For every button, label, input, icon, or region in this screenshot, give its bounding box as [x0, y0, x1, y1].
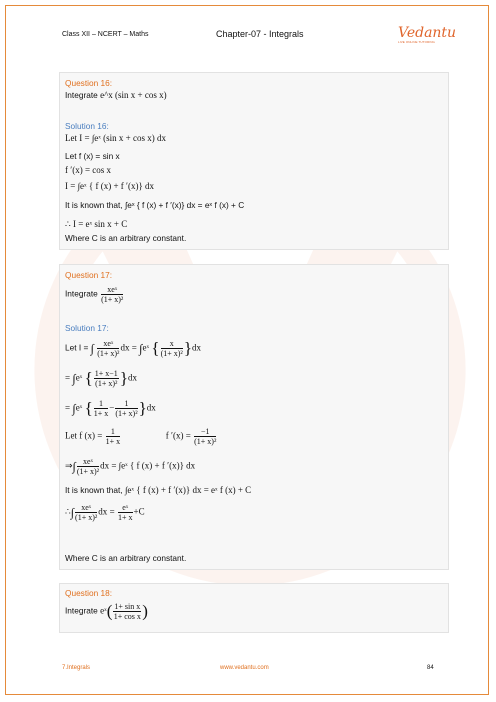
solution-line-fx	[65, 427, 217, 446]
fraction-denominator: (1+ x)²	[101, 295, 124, 304]
fpx-label: f ′(x) =	[165, 430, 191, 441]
exp: eˣ	[75, 372, 83, 383]
fraction-numerator: xeˣ	[75, 503, 97, 513]
fraction-numerator: 1	[106, 427, 121, 437]
dx: dx	[127, 372, 137, 383]
fraction-numerator: xeˣ	[97, 339, 119, 349]
implies-rhs: dx = ∫eˣ { f (x) + f ′(x)} dx	[100, 460, 196, 471]
solution-16-heading: Solution 16:	[65, 121, 109, 131]
footer-chapter: 7.Integrals	[62, 665, 91, 671]
fraction-numerator: xeˣ	[101, 285, 123, 295]
fraction-numerator: x	[161, 339, 183, 349]
fraction-numerator: xeˣ	[77, 457, 99, 467]
minus: −	[109, 402, 115, 413]
solution-line: ∴ I = eˣ sin x + C	[65, 219, 128, 229]
dx: dx	[98, 506, 108, 517]
fraction-numerator: 1	[94, 399, 109, 409]
logo-tagline: LIVE ONLINE TUTORING	[398, 40, 435, 44]
solution-line-step3: = ∫eˣ { $\frac{1}{1+ x}$ − $\frac{1}{\text{(1+ x)²}}$ }dx	[65, 398, 156, 418]
header-chapter-title: Chapter-07 - Integrals	[216, 29, 304, 39]
fraction-numerator: 1+ sin x	[114, 602, 141, 611]
known-expression: ∫eˣ { f (x) + f ′(x)} dx = eˣ f (x) + C	[124, 485, 252, 495]
logo-text: Vedantu	[398, 25, 457, 41]
fraction-numerator: 1	[115, 399, 137, 409]
fraction-denominator: 1+ x	[105, 437, 121, 446]
solution-line: Where C is an arbitrary constant.	[65, 233, 187, 243]
solution-line-implies: ⇒∫ $\frac{\text{xeˣ}}{\text{(1+ x)²}}$ dx = ∫eˣ { f (x) + f ′(x)} dx	[65, 457, 196, 476]
fraction-denominator: 1+ x	[93, 409, 109, 418]
page-number: 84	[427, 665, 434, 671]
question-16-expression: e^x (sin x + cos x)	[100, 90, 167, 100]
question-17-heading: Question 17:	[65, 270, 113, 280]
dx: dx	[120, 342, 130, 353]
solution-line: Let f (x) = sin x	[65, 151, 120, 161]
question-17-box	[59, 264, 449, 570]
question-16-prompt	[65, 90, 167, 100]
question-18-box	[59, 583, 449, 633]
equals: =	[131, 342, 137, 353]
fraction-denominator: (1+ x)²	[97, 349, 120, 358]
vedantu-logo	[398, 25, 457, 48]
exp: eˣ	[100, 605, 107, 616]
equals: =	[65, 372, 71, 383]
question-16-box	[59, 72, 449, 250]
question-17-prompt	[65, 285, 124, 304]
prompt-label: Integrate	[65, 90, 98, 100]
header-class-label: Class XII – NCERT – Maths	[62, 31, 149, 38]
fraction-denominator: (1+ x)²	[95, 379, 118, 388]
fraction-denominator: (1+ x)²	[75, 513, 98, 522]
solution-line: I = ∫eˣ { f (x) + f ′(x)} dx	[65, 181, 155, 191]
fraction-denominator: (1+ x)²	[115, 409, 138, 418]
therefore-symbol: ∴	[65, 506, 71, 517]
exp: eˣ	[75, 402, 83, 413]
equals: =	[65, 402, 71, 413]
question-17-fraction	[101, 285, 123, 304]
fraction-numerator: −1	[194, 427, 216, 437]
solution-line: It is known that, ∫eˣ { f (x) + f ′(x)} dx = eˣ f (x) + C	[65, 200, 245, 210]
fraction-denominator: (1+ x)²	[160, 349, 183, 358]
let-label: Let I =	[65, 342, 89, 353]
dx: dx	[191, 342, 201, 353]
fraction-denominator: (1+ x)²	[76, 467, 100, 476]
plus-c: +C	[133, 506, 145, 517]
fraction-denominator: (1+ x)²	[194, 437, 217, 446]
footer-website-link[interactable]: www.vedantu.com	[220, 665, 269, 671]
fraction-numerator: 1+ x−1	[94, 369, 118, 378]
fraction-numerator: eˣ	[118, 503, 133, 513]
solution-17-heading: Solution 17:	[65, 323, 109, 333]
solution-17-conclusion: Where C is an arbitrary constant.	[65, 553, 187, 563]
known-label: It is known that,	[65, 485, 123, 495]
solution-line: Let I = ∫eˣ (sin x + cos x) dx	[65, 133, 166, 143]
exp: eˣ	[142, 342, 150, 353]
fx-label: Let f (x) =	[65, 430, 103, 441]
prompt-label: Integrate	[65, 288, 98, 299]
solution-line-therefore: ∴∫ $\frac{\text{xeˣ}}{\text{(1+ x)²}}$ dx = $\frac{\text{eˣ}}{1+ x}$ +C	[65, 503, 145, 522]
question-18-heading: Question 18:	[65, 588, 113, 598]
solution-line: f ′(x) = cos x	[65, 165, 112, 175]
solution-line-let: Let I = ∫ $\frac{\text{xeˣ}}{\text{(1+ x)²}}$ dx = ∫eˣ { $\frac{x}{\text{(1+ x)²}}$ }dx	[65, 338, 201, 358]
dx: dx	[146, 402, 156, 413]
solution-line-known	[65, 485, 251, 495]
solution-line-step2: = ∫eˣ { $\frac{1+ x-1}{\text{(1+ x)²}}$ }dx	[65, 368, 137, 388]
question-16-heading: Question 16:	[65, 78, 113, 88]
prompt-label: Integrate	[65, 605, 98, 616]
fraction-denominator: 1+ cos x	[113, 612, 141, 621]
equals: =	[109, 506, 115, 517]
question-18-prompt: Integrate eˣ( $\frac{\text{1+ sin x}}{\text{1+ cos x}}$ )	[65, 601, 148, 621]
fraction-denominator: 1+ x	[117, 513, 133, 522]
